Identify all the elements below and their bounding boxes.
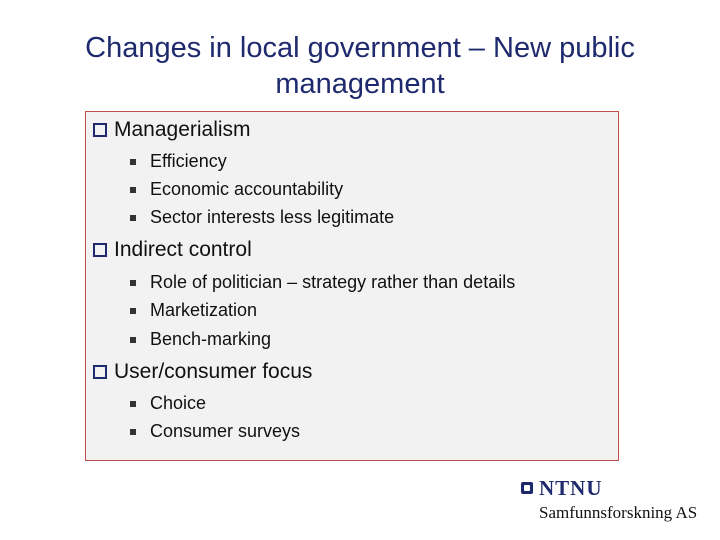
logo-subtitle: Samfunnsforskning AS [539, 503, 698, 522]
square-bullet-icon [130, 429, 136, 435]
square-bullet-icon [130, 159, 136, 165]
list-item-text: Sector interests less legitimate [150, 207, 395, 227]
list-item-text: Economic accountability [150, 179, 344, 199]
square-bullet-icon [130, 187, 136, 193]
list-item [130, 272, 515, 293]
ntnu-logo [515, 474, 705, 526]
square-bullet-icon [130, 337, 136, 343]
section-heading-managerialism [93, 118, 251, 142]
list-item-text: Choice [150, 393, 207, 413]
section-heading-text: User/consumer focus [114, 360, 313, 383]
list-item-text: Efficiency [150, 151, 227, 171]
list-item [130, 393, 206, 414]
list-item-text: Consumer surveys [150, 421, 301, 441]
square-bullet-icon [130, 401, 136, 407]
checkbox-bullet-icon [93, 123, 107, 137]
list-item [130, 179, 343, 200]
list-item [130, 151, 227, 172]
list-item [130, 207, 394, 228]
list-item-text: Bench-marking [150, 329, 272, 349]
list-item [130, 421, 300, 442]
checkbox-bullet-icon [93, 365, 107, 379]
slide-title: Changes in local government – New public management [85, 32, 635, 100]
ntnu-logo-icon [521, 482, 533, 494]
checkbox-bullet-icon [93, 243, 107, 257]
list-item [130, 300, 257, 321]
section-heading-indirect-control [93, 238, 252, 262]
square-bullet-icon [130, 280, 136, 286]
section-heading-text: Managerialism [114, 118, 251, 141]
list-item [130, 329, 271, 350]
section-heading-user-consumer-focus [93, 360, 312, 384]
square-bullet-icon [130, 308, 136, 314]
logo-name: NTNU [539, 476, 603, 500]
list-item-text: Marketization [150, 300, 258, 320]
section-heading-text: Indirect control [114, 238, 252, 261]
list-item-text: Role of politician – strategy rather than details [150, 272, 516, 292]
square-bullet-icon [130, 215, 136, 221]
